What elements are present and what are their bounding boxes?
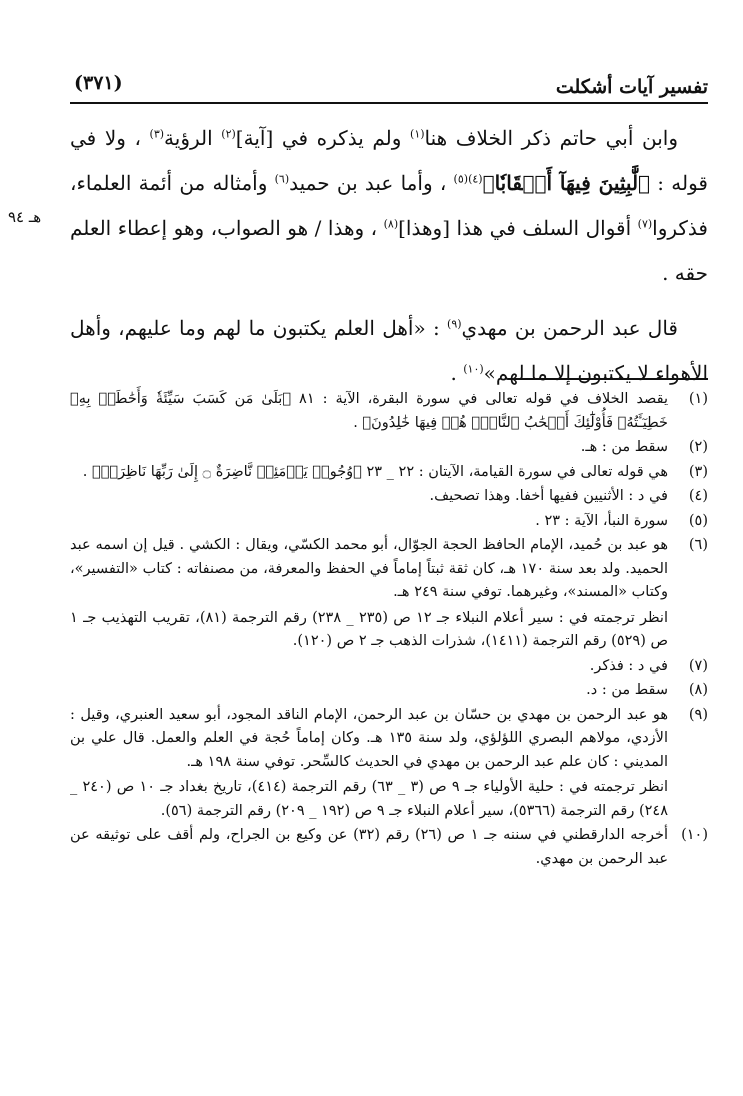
footnote-ref: (٨)	[383, 217, 399, 231]
footnote	[70, 461, 708, 485]
page-number: (٣٧١)	[74, 72, 123, 94]
footnote-ref: (٥)	[453, 172, 469, 186]
footnote	[70, 824, 708, 871]
footnote-text: انظر ترجمته في : سير أعلام النبلاء جـ ١٢ ص (٢٣٥ _ ٢٣٨) رقم الترجمة (٨١)، تقريب التهذيب جـ ١ ص (٥٢٩) رقم الترجمة (١٤١١)، شذرات الذهب جـ ٢ ص (١٢٠).	[70, 609, 668, 649]
footnote-text: سقط من : د.	[586, 682, 668, 698]
footnote-number: (٥)	[688, 512, 708, 529]
footnote-text: هو عبد الرحمن بن مهدي بن حسّان بن عبد الرحمن، الإمام الناقد المجود، أبو سعيد العنبري، وقيل : الأزدي، مولاهم البصري اللؤلؤي، ولد سنة ١٣٥ هـ. وكان إماماً حُجة في العلم والعمل. قال علي بن المديني : كان علم عبد الرحمن بن مهدي في الحديث كالسِّحر. توفي سنة ١٩٨ هـ.	[70, 706, 668, 770]
footnote	[70, 388, 708, 435]
footnote-text: سورة النبأ، الآية : ٢٣ .	[535, 512, 668, 529]
footnote-ref: (٢)	[221, 127, 236, 141]
footnote-number: (٣)	[688, 463, 708, 480]
footnote-number: (٤)	[688, 488, 708, 504]
footnote-ref: (٧)	[637, 217, 653, 231]
footnote-text: انظر ترجمته في : حلية الأولياء جـ ٩ ص (٣ _ ٦٣) رقم الترجمة (٤١٤)، تاريخ بغداد جـ ١٠ ص (٢٤٠ _ ٢٤٨) رقم الترجمة (٥٣٦٦)، سير أعلام النبلاء جـ ٩ ص (١٩٢ _ ٢٠٩) رقم الترجمة (٥٦).	[70, 779, 669, 819]
footnote-ref: (١٠)	[463, 362, 484, 376]
quran-verse: ﴿لَّٰبِثِينَ فِيهَآ أَحۡقَابٗا﴾	[482, 171, 651, 195]
footnote-text: أخرجه الدارقطني في سننه جـ ١ ص (٢٦) رقم (٣٢) عن وكيع بن الجراح، ولم أقف على توثيقه عن عبد الرحمن بن مهدي.	[70, 827, 669, 867]
footnotes-list	[70, 388, 708, 872]
footnote-text: هو عبد بن حُميد، الإمام الحافظ الحجة الجوّال، أبو محمد الكسّي، ويقال : الكشي . قيل إن اسمه عبد الحميد. ولد بعد سنة ١٧٠ هـ، كان ثقة ثبتاً إماماً في الحفظ والمعرفة، من مصنفاته : كتاب «التفسير»، وكتاب «المسند»، وغيرهما. توفي سنة ٢٤٩ هـ.	[70, 537, 668, 600]
footnote	[70, 510, 708, 534]
footnote	[70, 485, 708, 509]
footnote	[70, 679, 708, 703]
footnote-ref: (٤)	[468, 172, 483, 186]
running-title: تفسير آيات أشكلت	[555, 76, 708, 98]
footnote	[70, 704, 708, 824]
footnote	[70, 534, 708, 654]
paragraph-1: وابن أبي حاتم ذكر الخلاف هنا$^{(١)}$ ولم يذكره في [آية]$^{(٢)}$ الرؤية$^{(٣)}$ ، ولا في قوله : ﴿لَّٰبِثِينَ فِيهَآ أَحۡقَابٗا﴾$^{(٤)(٥)}$ ، وأما عبد بن حميد$^{(٦)}$ وأمثاله من أئمة العلماء، فذكروا$^{(٧)}$ أقوال السلف في هذا [وهذا]$^{(٨)}$ ، وهذا / هو الصواب، وهو إعطاء العلم حقه .	[70, 126, 708, 285]
margin-note: هـ ٩٤	[8, 208, 42, 226]
footnote-text: في د : فذكر.	[589, 657, 668, 674]
footnote	[70, 655, 708, 679]
footnote-text: في د : الأثنيين ففيها أخفا. وهذا تصحيف.	[429, 488, 668, 504]
footnote-number: (٧)	[688, 657, 708, 674]
footnote-number: (٢)	[688, 439, 708, 455]
footnote-ref: (٣)	[149, 127, 165, 141]
footnote-ref: (٩)	[447, 317, 462, 331]
footnote	[70, 436, 708, 460]
footnote-text: يقصد الخلاف في قوله تعالى في سورة البقرة، الآية : ٨١ ﴿بَلَىٰ مَن كَسَبَ سَيِّئَةٗ وَأَحَٰطَتۡ بِهِۦ خَطِيٓـَٔتُهُۥ فَأُوْلَٰٓئِكَ أَصۡحَٰبُ ٱلنَّارِۖ هُمۡ فِيهَا خَٰلِدُونَ﴾ .	[70, 391, 668, 431]
footnote-ref: (٦)	[274, 172, 290, 186]
footnote-number: (١)	[688, 391, 708, 407]
footnote-number: (٩)	[688, 706, 708, 723]
footnote-separator	[508, 378, 708, 380]
main-text	[70, 116, 708, 396]
footnote-number: (٨)	[688, 682, 708, 698]
footnote-text: هي قوله تعالى في سورة القيامة، الآيتان : ٢٢ _ ٢٣ ﴿وُجُوهٞ يَوۡمَئِذٖ نَّاضِرَةٌ ۝ إِلَىٰ رَبِّهَا نَاظِرَةٞ﴾ .	[82, 463, 668, 480]
footnote-ref: (١)	[410, 127, 425, 141]
paragraph-2: قال عبد الرحمن بن مهدي$^{(٩)}$ : «أهل العلم يكتبون ما لهم وما عليهم، وأهل الأهواء لا يكتبون إلا ما لهم»$^{(١٠)}$ .	[70, 316, 708, 385]
footnote-number: (١٠)	[681, 827, 708, 843]
footnote-number: (٦)	[688, 537, 708, 553]
footnote-text: سقط من : هـ.	[580, 439, 668, 455]
page-header	[70, 68, 708, 104]
